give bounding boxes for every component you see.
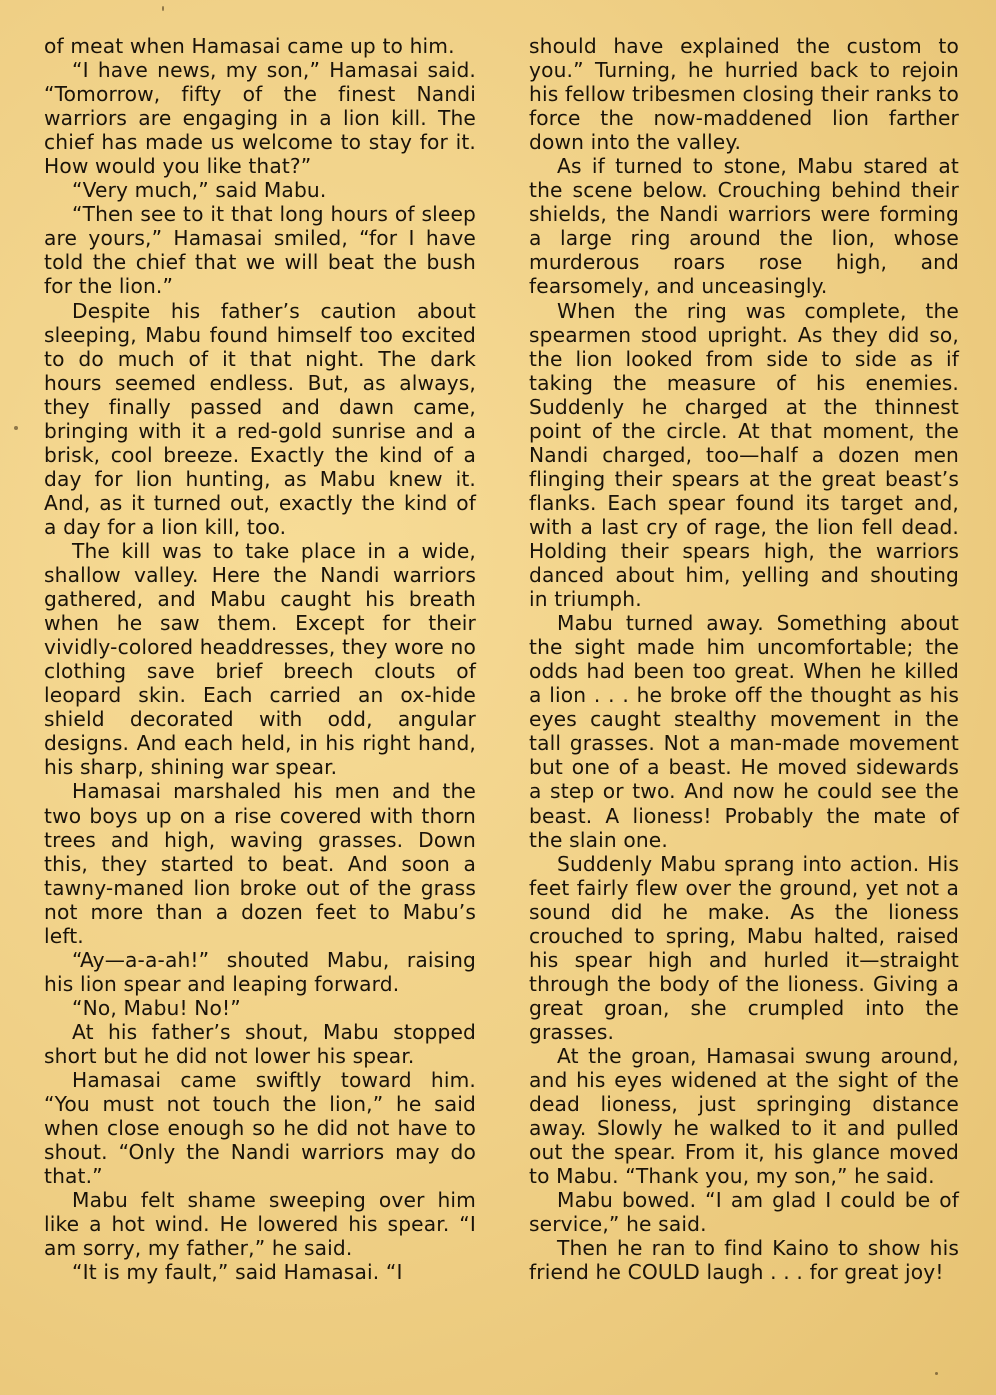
left-paragraph-6: The kill was to take place in a wide, shallow valley. Here the Nandi warriors gathered, and Mabu caught his breath when he saw them. Except for their vividly-colored headdresses, they wore no clothing save brief breech clouts of leopard skin. Each carried an ox-hide shield decorated with odd, angular designs. And each held, in his right hand, his sharp, shining war spear. xyxy=(44,538,476,780)
left-paragraph-7: Hamasai marshaled his men and the two boys up on a rise covered with thorn trees and high, waving grasses. Down this, they started to beat. And soon a tawny-maned lion broke out of the grass not more than a dozen feet to Mabu’s left. xyxy=(44,779,476,948)
right-paragraph-1: should have explained the custom to you.” Turning, he hurried back to rejoin his fellow tribesmen closing their ranks to force the now-maddened lion farther down into the valley. xyxy=(529,34,959,155)
right-paragraph-3: When the ring was complete, the spearmen stood upright. As they did so, the lion looked from side to side as if taking the measure of his enemies. Suddenly he charged at the thinnest point of the circle. At that moment, the Nandi charged, too—half a dozen men flinging their spears at the great beast’s flanks. Each spear found its target and, with a last cry of rage, the lion fell dead. Holding their spears high, the warriors danced about him, yelling and shouting in triumph. xyxy=(529,298,959,612)
left-paragraph-13: “It is my fault,” said Hamasai. “I xyxy=(72,1260,403,1285)
left-paragraph-3: “Very much,” said Mabu. xyxy=(72,178,327,203)
left-paragraph-8: “Ay—a-a-ah!” shouted Mabu, raising his lion spear and leaping forward. xyxy=(44,947,476,996)
right-paragraph-8: Then he ran to find Kaino to show his friend he COULD laugh . . . for great joy! xyxy=(529,1236,959,1285)
right-paragraph-6: At the groan, Hamasai swung around, and his eyes widened at the sight of the dead lioness, just springing distance away. Slowly he walked to it and pulled out the spear. From it, his glance moved to Mabu. “Thank you, my son,” he said. xyxy=(529,1043,959,1189)
right-paragraph-7: Mabu bowed. “I am glad I could be of service,” he said. xyxy=(529,1188,959,1237)
left-paragraph-11: Hamasai came swiftly toward him. “You must not touch the lion,” he said when close enough so he did not have to shout. “Only the Nandi warriors may do that.” xyxy=(44,1068,476,1189)
right-paragraph-4: Mabu turned away. Something about the sight made him uncomfortable; the odds had been too great. When he killed a lion . . . he broke off the thought as his eyes caught stealthy movement in the tall grasses. Not a man-made movement but one of a beast. He moved sidewards a step or two. And now he could see the beast. A lioness! Probably the mate of the slain one. xyxy=(529,611,959,852)
right-paragraph-5: Suddenly Mabu sprang into action. His feet fairly flew over the ground, yet not a sound did he make. As the lioness crouched to spring, Mabu halted, raised his spear high and hurled it—straight through the body of the lioness. Giving a great groan, she crumpled into the grasses. xyxy=(529,851,959,1044)
print-speck xyxy=(162,6,164,11)
left-paragraph-5: Despite his father’s caution about sleeping, Mabu found himself too excited to do much of it that night. The dark hours seemed endless. But, as always, they finally passed and dawn came, bringing with it a red-gold sunrise and a brisk, cool breeze. Exactly the kind of a day for lion hunting, as Mabu knew it. And, as it turned out, exactly the kind of a day for a lion kill, too. xyxy=(44,298,476,539)
left-paragraph-4: “Then see to it that long hours of sleep are yours,” Hamasai smiled, “for I have told the chief that we will beat the bush for the lion.” xyxy=(44,202,476,299)
print-speck xyxy=(14,426,18,430)
left-paragraph-9: “No, Mabu! No!” xyxy=(72,995,241,1020)
right-text-column xyxy=(529,34,959,1284)
left-paragraph-10: At his father’s shout, Mabu stopped short but he did not lower his spear. xyxy=(44,1019,476,1068)
left-paragraph-12: Mabu felt shame sweeping over him like a hot wind. He lowered his spear. “I am sorry, my father,” he said. xyxy=(44,1188,476,1261)
left-paragraph-2: “I have news, my son,” Hamasai said. “Tomorrow, fifty of the finest Nandi warriors are engaging in a lion kill. The chief has made us welcome to stay for it. How would you like that?” xyxy=(44,58,476,179)
right-paragraph-2: As if turned to stone, Mabu stared at the scene below. Crouching behind their shields, the Nandi warriors were forming a large ring around the lion, whose murderous roars rose high, and fearsomely, and unceasingly. xyxy=(529,154,959,299)
left-text-column xyxy=(44,34,476,1284)
print-speck xyxy=(935,1372,938,1375)
left-paragraph-1: of meat when Hamasai came up to him. xyxy=(44,34,455,58)
